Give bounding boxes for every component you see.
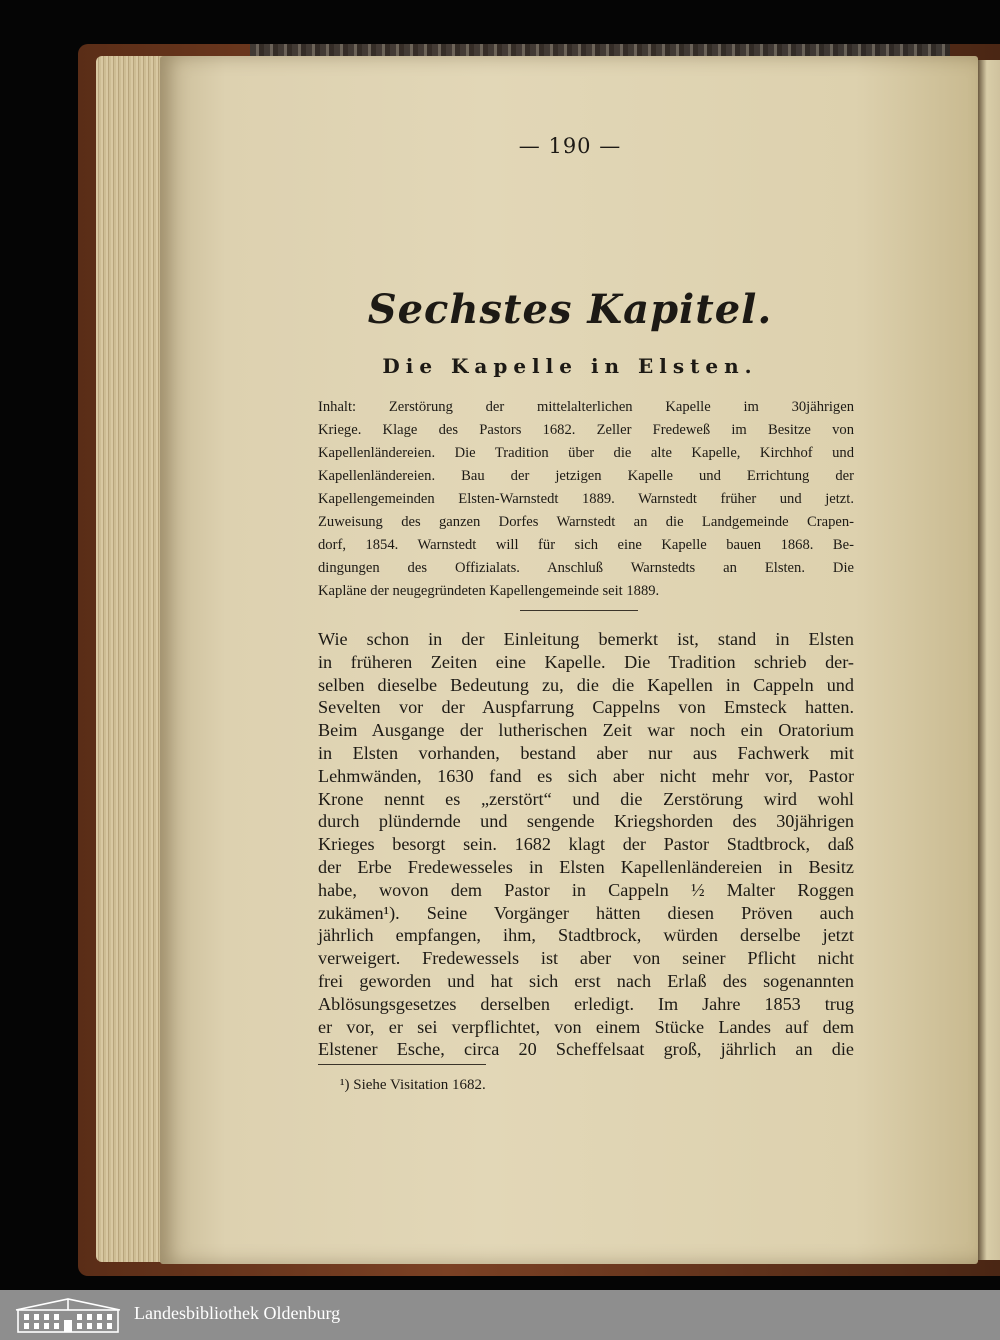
body-line: in Elsten vorhanden, bestand aber nur aus Fachwerk mit	[318, 742, 854, 763]
facing-page-edge	[978, 60, 1000, 1260]
footnote-divider	[318, 1064, 486, 1065]
body-line: Elstener Esche, circa 20 Scheffelsaat groß, jährlich an die	[318, 1039, 854, 1060]
body-line: in früheren Zeiten eine Kapelle. Die Tradition schrieb der-	[318, 651, 854, 672]
footnote	[340, 1074, 640, 1096]
summary-line: dorf, 1854. Warnstedt will für sich eine Kapelle bauen 1868. Be-	[318, 537, 854, 553]
library-footer-banner	[0, 1290, 1000, 1340]
footnote-text: ¹) Siehe Visitation 1682.	[340, 1077, 486, 1093]
body-line: zukämen¹). Seine Vorgänger hätten diesen Pröven auch	[318, 902, 854, 923]
summary-line: Inhalt: Zerstörung der mittelalterlichen Kapelle im 30jährigen	[318, 399, 854, 415]
summary-line: Kapellenländereien. Die Tradition über die alte Kapelle, Kirchhof und	[318, 445, 854, 461]
chapter-summary	[318, 396, 854, 603]
body-line: verweigert. Fredewessels ist aber von seiner Pflicht nicht	[318, 948, 854, 969]
body-line: selben dieselbe Bedeutung zu, die die Kapellen in Cappeln und	[318, 674, 854, 695]
summary-line: Kapellengemeinden Elsten-Warnstedt 1889. Warnstedt früher und jetzt.	[318, 491, 854, 507]
summary-line: Kriege. Klage des Pastors 1682. Zeller Fredeweß im Besitze von	[318, 422, 854, 438]
body-line: durch plündernde und sengende Kriegshorden des 30jährigen	[318, 811, 854, 832]
library-name: Landesbibliothek Oldenburg	[134, 1303, 341, 1323]
library-building-icon	[14, 1296, 122, 1334]
chapter-title: Sechstes Kapitel.	[367, 286, 773, 333]
summary-line: Kapläne der neugegründeten Kapellengemeinde seit 1889.	[318, 583, 660, 599]
body-line: frei geworden und hat sich erst nach Erlaß des sogenannten	[318, 970, 854, 991]
body-line: Sevelten vor der Auspfarrung Cappelns von Emsteck hatten.	[318, 697, 854, 718]
page-number: — 190 —	[518, 134, 622, 158]
body-line: Krieges besorgt sein. 1682 klagt der Pastor Stadtbrock, daß	[318, 834, 854, 855]
summary-line: Kapellenländereien. Bau der jetzigen Kapelle und Errichtung der	[318, 468, 854, 484]
body-line: Wie schon in der Einleitung bemerkt ist, stand in Elsten	[318, 629, 854, 649]
body-line: Beim Ausgange der lutherischen Zeit war noch ein Oratorium	[318, 720, 854, 741]
body-line: der Erbe Fredewesseles in Elsten Kapellenländereien in Besitz	[318, 856, 854, 877]
summary-line: dingungen des Offizialats. Anschluß Warnstedts an Elsten. Die	[318, 560, 854, 576]
body-line: er vor, er sei verpflichtet, von einem Stücke Landes auf dem	[318, 1016, 854, 1037]
body-line: Ablösungsgesetzes derselben erledigt. Im Jahre 1853 trug	[318, 993, 854, 1014]
section-title: Die Kapelle in Elsten.	[382, 354, 758, 378]
body-line: habe, wovon dem Pastor in Cappeln ½ Malter Roggen	[318, 879, 854, 900]
section-divider	[520, 610, 638, 611]
body-text	[318, 628, 854, 1061]
body-line: jährlich empfangen, ihm, Stadtbrock, würden derselbe jetzt	[318, 925, 854, 946]
summary-line: Zuweisung des ganzen Dorfes Warnstedt an die Landgemeinde Crapen-	[318, 514, 854, 530]
body-line: Lehmwänden, 1630 fand es sich aber nicht mehr vor, Pastor	[318, 765, 854, 786]
body-line: Krone nennt es „zerstört“ und die Zerstörung wird wohl	[318, 788, 854, 809]
